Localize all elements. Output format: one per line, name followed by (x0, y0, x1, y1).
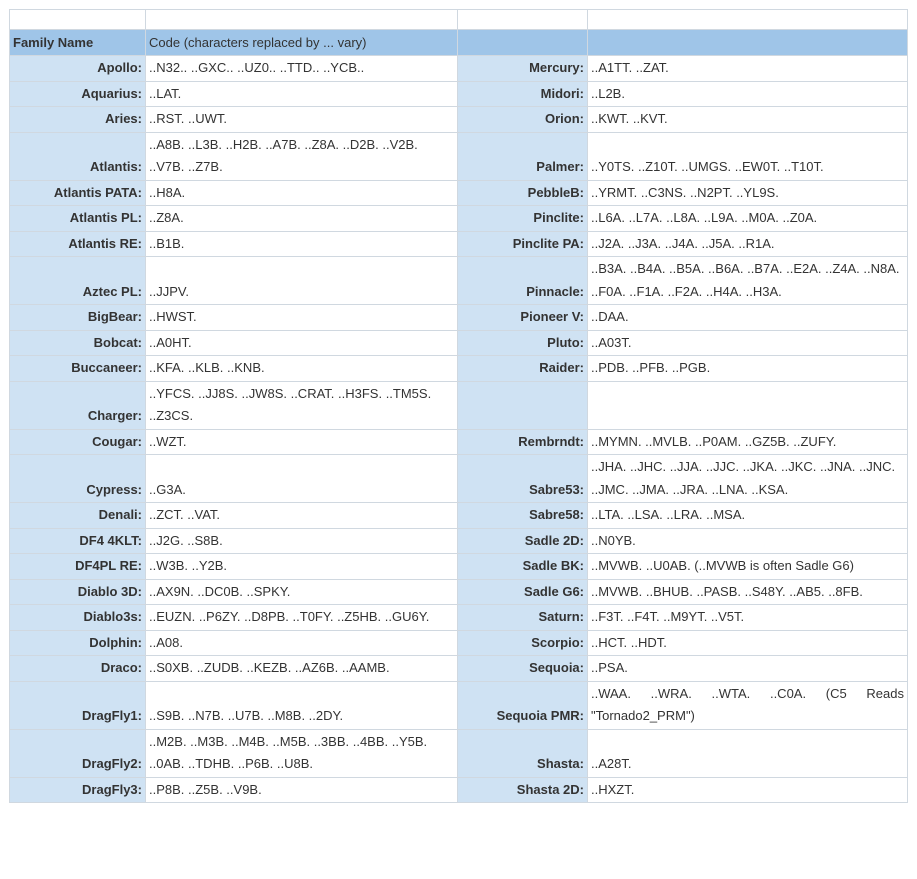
blank-cell[interactable] (458, 10, 588, 30)
family-name-cell[interactable]: Atlantis PATA: (10, 180, 146, 206)
family-name-cell[interactable]: Sadle BK: (458, 554, 588, 580)
code-cell[interactable]: ..A8B. ..L3B. ..H2B. ..A7B. ..Z8A. ..D2B. ..V2B. ..V7B. ..Z7B. (146, 132, 458, 180)
table-row (10, 455, 908, 503)
family-name-cell[interactable]: Atlantis: (10, 132, 146, 180)
code-cell[interactable]: ..A03T. (588, 330, 908, 356)
code-cell[interactable]: ..RST. ..UWT. (146, 107, 458, 133)
table-row (10, 554, 908, 580)
family-name-cell[interactable]: Denali: (10, 503, 146, 529)
code-cell[interactable]: ..DAA. (588, 305, 908, 331)
code-cell[interactable]: ..P8B. ..Z5B. ..V9B. (146, 777, 458, 803)
family-name-cell[interactable]: Sabre58: (458, 503, 588, 529)
code-cell[interactable]: ..Y0TS. ..Z10T. ..UMGS. ..EW0T. ..T10T. (588, 132, 908, 180)
code-cell[interactable]: ..KFA. ..KLB. ..KNB. (146, 356, 458, 382)
family-name-cell[interactable]: Shasta 2D: (458, 777, 588, 803)
table-row (10, 81, 908, 107)
code-cell[interactable]: ..G3A. (146, 455, 458, 503)
family-code-table (9, 9, 908, 803)
code-cell[interactable]: ..MYMN. ..MVLB. ..P0AM. ..GZ5B. ..ZUFY. (588, 429, 908, 455)
code-cell[interactable]: ..LAT. (146, 81, 458, 107)
family-name-cell[interactable]: Dolphin: (10, 630, 146, 656)
code-cell[interactable]: ..LTA. ..LSA. ..LRA. ..MSA. (588, 503, 908, 529)
code-cell[interactable]: ..EUZN. ..P6ZY. ..D8PB. ..T0FY. ..Z5HB. ..GU6Y. (146, 605, 458, 631)
code-cell[interactable]: ..JHA. ..JHC. ..JJA. ..JJC. ..JKA. ..JKC. ..JNA. ..JNC. ..JMC. ..JMA. ..JRA. ..LNA. ..KSA. (588, 455, 908, 503)
family-name-cell[interactable]: DragFly3: (10, 777, 146, 803)
family-name-cell[interactable]: Midori: (458, 81, 588, 107)
code-cell[interactable]: ..F3T. ..F4T. ..M9YT. ..V5T. (588, 605, 908, 631)
table-row (10, 305, 908, 331)
code-cell[interactable]: ..AX9N. ..DC0B. ..SPKY. (146, 579, 458, 605)
family-name-header[interactable]: Family Name (10, 30, 146, 56)
code-cell[interactable]: ..WZT. (146, 429, 458, 455)
table-row (10, 528, 908, 554)
blank-cell[interactable] (10, 10, 146, 30)
code-cell[interactable]: ..ZCT. ..VAT. (146, 503, 458, 529)
code-cell[interactable]: ..B3A. ..B4A. ..B5A. ..B6A. ..B7A. ..E2A. ..Z4A. ..N8A. ..F0A. ..F1A. ..F2A. ..H4A. ..H3A. (588, 257, 908, 305)
code-cell[interactable]: ..JJPV. (146, 257, 458, 305)
family-name-cell[interactable]: Apollo: (10, 56, 146, 82)
family-name-cell[interactable]: Draco: (10, 656, 146, 682)
family-name-cell[interactable]: Sabre53: (458, 455, 588, 503)
code-cell[interactable]: ..A08. (146, 630, 458, 656)
family-name-cell[interactable]: Cypress: (10, 455, 146, 503)
code-cell[interactable]: ..WAA. ..WRA. ..WTA. ..C0A. (C5 Reads "Tornado2_PRM") (588, 681, 908, 729)
blank-cell[interactable] (588, 10, 908, 30)
family-name-cell[interactable]: DragFly1: (10, 681, 146, 729)
table-row (10, 630, 908, 656)
family-name-cell[interactable]: Cougar: (10, 429, 146, 455)
code-cell[interactable]: ..M2B. ..M3B. ..M4B. ..M5B. ..3BB. ..4BB. ..Y5B. ..0AB. ..TDHB. ..P6B. ..U8B. (146, 729, 458, 777)
code-cell[interactable]: ..B1B. (146, 231, 458, 257)
family-name-cell[interactable]: Pinclite PA: (458, 231, 588, 257)
family-name-cell[interactable]: Sadle 2D: (458, 528, 588, 554)
family-name-cell[interactable]: Mercury: (458, 56, 588, 82)
table-row (10, 56, 908, 82)
code-cell[interactable]: ..HWST. (146, 305, 458, 331)
family-name-cell[interactable]: Palmer: (458, 132, 588, 180)
code-cell[interactable] (588, 381, 908, 429)
family-name-cell[interactable]: Diablo 3D: (10, 579, 146, 605)
family-name-cell[interactable]: PebbleB: (458, 180, 588, 206)
code-cell[interactable]: ..L6A. ..L7A. ..L8A. ..L9A. ..M0A. ..Z0A. (588, 206, 908, 232)
code-cell[interactable]: ..N0YB. (588, 528, 908, 554)
family-name-cell[interactable]: Shasta: (458, 729, 588, 777)
family-name-cell[interactable]: Orion: (458, 107, 588, 133)
code-cell[interactable]: ..W3B. ..Y2B. (146, 554, 458, 580)
family-name-cell[interactable]: Aztec PL: (10, 257, 146, 305)
code-header[interactable]: Code (characters replaced by ... vary) (146, 30, 458, 56)
family-name-cell[interactable]: Aquarius: (10, 81, 146, 107)
table-row (10, 605, 908, 631)
table-row (10, 330, 908, 356)
code-cell[interactable]: ..S0XB. ..ZUDB. ..KEZB. ..AZ6B. ..AAMB. (146, 656, 458, 682)
family-name-cell[interactable]: DF4 4KLT: (10, 528, 146, 554)
table-row (10, 503, 908, 529)
table-row (10, 356, 908, 382)
table-row (10, 257, 908, 305)
table-row (10, 777, 908, 803)
family-name-cell[interactable]: DF4PL RE: (10, 554, 146, 580)
family-name-cell[interactable]: Sequoia: (458, 656, 588, 682)
table-row (10, 107, 908, 133)
table-row (10, 729, 908, 777)
blank-row (10, 10, 908, 30)
code-cell[interactable]: ..MVWB. ..U0AB. (..MVWB is often Sadle G6) (588, 554, 908, 580)
table-row (10, 180, 908, 206)
table-row (10, 681, 908, 729)
code-cell[interactable]: ..A1TT. ..ZAT. (588, 56, 908, 82)
code-cell[interactable]: ..HXZT. (588, 777, 908, 803)
family-name-cell[interactable]: Pinnacle: (458, 257, 588, 305)
table-row (10, 579, 908, 605)
code-cell[interactable]: ..A0HT. (146, 330, 458, 356)
family-name-cell[interactable]: Charger: (10, 381, 146, 429)
code-cell[interactable]: ..PSA. (588, 656, 908, 682)
family-name-cell[interactable]: Sadle G6: (458, 579, 588, 605)
code-cell[interactable]: ..J2G. ..S8B. (146, 528, 458, 554)
table-row (10, 656, 908, 682)
code-cell[interactable]: ..L2B. (588, 81, 908, 107)
code-cell[interactable]: ..J2A. ..J3A. ..J4A. ..J5A. ..R1A. (588, 231, 908, 257)
code-cell[interactable]: ..MVWB. ..BHUB. ..PASB. ..S48Y. ..AB5. ..8FB. (588, 579, 908, 605)
table-row (10, 132, 908, 180)
family-name-cell[interactable]: BigBear: (10, 305, 146, 331)
table-row (10, 206, 908, 232)
blank-cell[interactable] (146, 10, 458, 30)
family-name-cell[interactable]: DragFly2: (10, 729, 146, 777)
family-name-cell[interactable]: Scorpio: (458, 630, 588, 656)
code-cell[interactable]: ..N32.. ..GXC.. ..UZ0.. ..TTD.. ..YCB.. (146, 56, 458, 82)
family-name-cell[interactable]: Saturn: (458, 605, 588, 631)
family-name-cell[interactable]: Rembrndt: (458, 429, 588, 455)
code-cell[interactable]: ..YRMT. ..C3NS. ..N2PT. ..YL9S. (588, 180, 908, 206)
family-name-cell[interactable]: Bobcat: (10, 330, 146, 356)
family-name-cell[interactable]: Aries: (10, 107, 146, 133)
code-cell[interactable]: ..H8A. (146, 180, 458, 206)
table-row (10, 381, 908, 429)
table-row (10, 429, 908, 455)
code-cell[interactable]: ..Z8A. (146, 206, 458, 232)
code-cell[interactable]: ..YFCS. ..JJ8S. ..JW8S. ..CRAT. ..H3FS. ..TM5S. ..Z3CS. (146, 381, 458, 429)
code-cell[interactable]: ..PDB. ..PFB. ..PGB. (588, 356, 908, 382)
family-name-cell[interactable]: Pinclite: (458, 206, 588, 232)
header-cell-empty[interactable] (588, 30, 908, 56)
code-cell[interactable]: ..A28T. (588, 729, 908, 777)
header-row (10, 30, 908, 56)
family-name-cell[interactable] (458, 381, 588, 429)
table-row (10, 231, 908, 257)
family-name-cell[interactable]: Raider: (458, 356, 588, 382)
family-name-cell[interactable]: Pioneer V: (458, 305, 588, 331)
code-cell[interactable]: ..KWT. ..KVT. (588, 107, 908, 133)
header-cell-empty[interactable] (458, 30, 588, 56)
family-name-cell[interactable]: Pluto: (458, 330, 588, 356)
code-cell[interactable]: ..S9B. ..N7B. ..U7B. ..M8B. ..2DY. (146, 681, 458, 729)
family-name-cell[interactable]: Atlantis PL: (10, 206, 146, 232)
family-name-cell[interactable]: Buccaneer: (10, 356, 146, 382)
code-cell[interactable]: ..HCT. ..HDT. (588, 630, 908, 656)
family-name-cell[interactable]: Atlantis RE: (10, 231, 146, 257)
family-name-cell[interactable]: Diablo3s: (10, 605, 146, 631)
family-name-cell[interactable]: Sequoia PMR: (458, 681, 588, 729)
